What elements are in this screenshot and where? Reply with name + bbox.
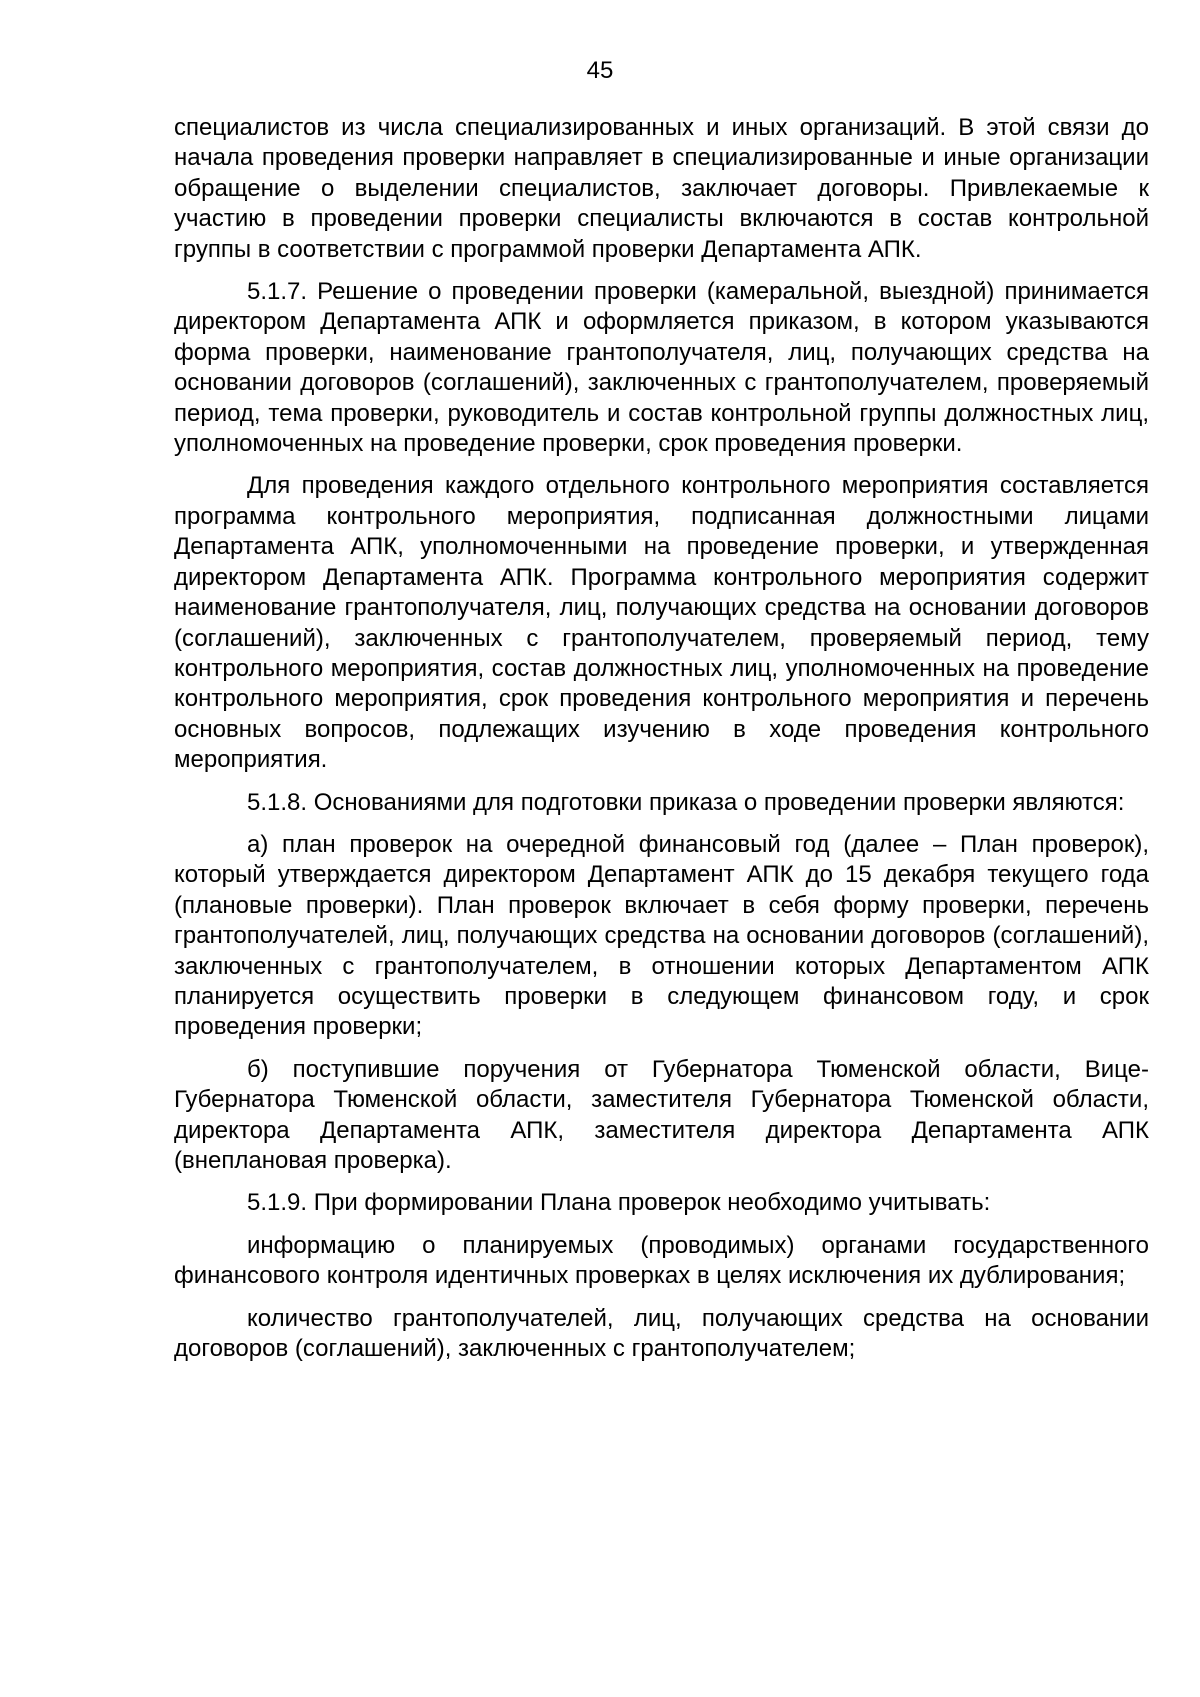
paragraph-info-planned: информацию о планируемых (проводимых) органами государственного финансового контроля идентичных проверках в целях исключения их дублирования; — [174, 1231, 1149, 1290]
document-body — [174, 113, 1149, 1376]
paragraph-grantee-count: количество грантополучателей, лиц, получающих средства на основании договоров (соглашений), заключенных с грантополучателем; — [174, 1304, 1149, 1363]
paragraph-5-1-8: 5.1.8. Основаниями для подготовки приказа о проведении проверки являются: — [247, 788, 1125, 816]
paragraph-control-program: Для проведения каждого отдельного контрольного мероприятия составляется программа контрольного мероприятия, подписанная должностными лицами Департамента АПК, уполномоченными на проведение проверки, и утвержденная директором Департамента АПК. Программа контрольного мероприятия содержит наименование грантополучателя, лиц, получающих средства на основании договоров (соглашений), заключенных с грантополучателем, проверяемый период, тему контрольного мероприятия, состав должностных лиц, уполномоченных на проведение контрольного мероприятия, срок проведения контрольного мероприятия и перечень основных вопросов, подлежащих изучению в ходе проведения контрольного мероприятия. — [174, 472, 1149, 774]
paragraph-item-a: а) план проверок на очередной финансовый год (далее – План проверок), который утверждается директором Департамент АПК до 15 декабря текущего года (плановые проверки). План проверок включает в себя форму проверки, перечень грантополучателей, лиц, получающих средства на основании договоров (соглашений), заключенных с грантополучателем, в отношении которых Департаментом АПК планируется осуществить проверки в следующем финансовом году, и срок проведения проверки; — [174, 830, 1149, 1041]
paragraph-continuation: специалистов из числа специализированных и иных организаций. В этой связи до начала проведения проверки направляет в специализированные и иные организации обращение о выделении специалистов, заключает договоры. Привлекаемые к участию в проведении проверки специалисты включаются в состав контрольной группы в соответствии с программой проверки Департамента АПК. — [174, 114, 1149, 263]
paragraph-item-b: б) поступившие поручения от Губернатора Тюменской области, Вице-Губернатора Тюменской области, заместителя Губернатора Тюменской области, директора Департамента АПК, заместителя директора Департамента АПК (внеплановая проверка). — [174, 1055, 1149, 1174]
paragraph-5-1-7: 5.1.7. Решение о проведении проверки (камеральной, выездной) принимается директором Департамента АПК и оформляется приказом, в котором указываются форма проверки, наименование грантополучателя, лиц, получающих средства на основании договоров (соглашений), заключенных с грантополучателем, проверяемый период, тема проверки, руководитель и состав контрольной группы должностных лиц, уполномоченных на проведение проверки, срок проведения проверки. — [174, 278, 1149, 458]
paragraph-5-1-9: 5.1.9. При формировании Плана проверок необходимо учитывать: — [247, 1189, 991, 1217]
page-number: 45 — [586, 57, 614, 84]
